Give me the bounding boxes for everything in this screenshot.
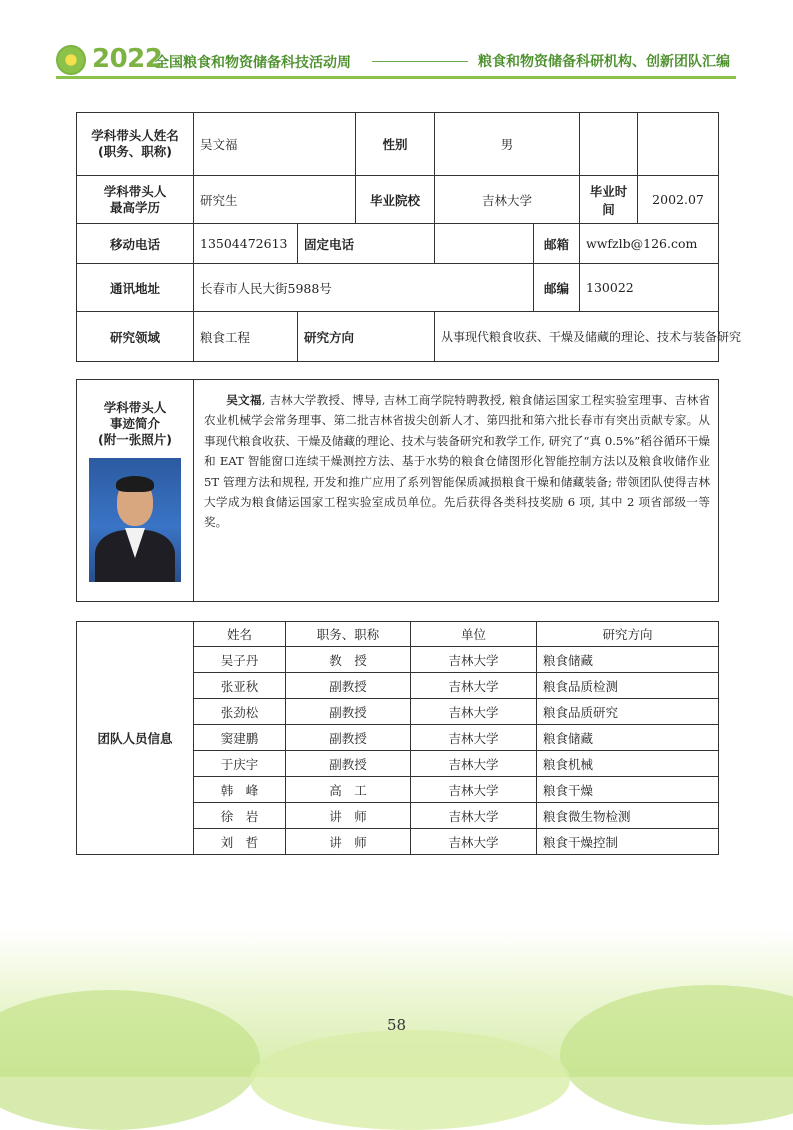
leader-info-table xyxy=(76,112,742,362)
address-label: 通讯地址 xyxy=(77,264,194,312)
table-header-row xyxy=(77,622,719,647)
postcode-value: 130022 xyxy=(580,264,719,312)
member-title: 讲 师 xyxy=(286,803,411,829)
grain-logo-icon xyxy=(56,45,86,75)
postcode-label: 邮编 xyxy=(534,264,580,312)
bio-text xyxy=(194,380,719,602)
page-header xyxy=(0,0,793,90)
team-label: 团队人员信息 xyxy=(77,622,194,855)
bio-label-cell xyxy=(77,380,194,602)
member-title: 讲 师 xyxy=(286,829,411,855)
member-name: 徐 岩 xyxy=(194,803,286,829)
name-value: 吴文福 xyxy=(194,113,356,176)
footer-decoration xyxy=(250,1030,570,1130)
grad-time-label: 毕业时间 xyxy=(580,176,638,224)
table-row xyxy=(77,176,719,224)
member-name: 刘 哲 xyxy=(194,829,286,855)
column-header: 单位 xyxy=(411,622,537,647)
name-label: 学科带头人姓名 (职务、职称) xyxy=(77,113,194,176)
bio-label: 学科带头人 事迹简介 (附一张照片) xyxy=(98,400,172,447)
email-value: wwfzlb@126.com xyxy=(580,224,719,264)
education-label: 学科带头人 最高学历 xyxy=(77,176,194,224)
table-row xyxy=(77,264,719,312)
member-unit: 吉林大学 xyxy=(411,829,537,855)
table-row xyxy=(77,380,719,602)
member-direction: 粮食干燥 xyxy=(537,777,719,803)
address-value: 长春市人民大街5988号 xyxy=(194,264,534,312)
member-name: 韩 峰 xyxy=(194,777,286,803)
header-subtitle: 粮食和物资储备科研机构、创新团队汇编 xyxy=(478,54,730,70)
member-unit: 吉林大学 xyxy=(411,803,537,829)
bio-body: , 吉林大学教授、博导, 吉林工商学院特聘教授, 粮食储运国家工程实验室理事、吉林省农业机械学会常务理事、第二批吉林省拔尖创新人才、第四批和第六批长春市有突出贡献专家。从事现代粮食收获、干燥及储藏的理论、技术与装备研究和教学工作, 研究了“真 0.5%”稻谷循环干燥和 EAT 智能窗口连续干燥测控方法、基于水势的粮食仓储图形化智能控制方法以及粮食收储作业 5T 管理方法和规程, 开发和推广应用了系列智能保质减损粮食干燥和储藏装备; 带领团队使得吉林大学成为粮食储运国家工程实验室成员单位。先后获得各类科技奖励 6 项, 其中 2 项省部级一等奖。 xyxy=(204,393,710,530)
column-header: 姓名 xyxy=(194,622,286,647)
school-label: 毕业院校 xyxy=(356,176,435,224)
phone-label: 固定电话 xyxy=(298,224,435,264)
member-unit: 吉林大学 xyxy=(411,777,537,803)
direction-label: 研究方向 xyxy=(298,312,435,362)
phone-value xyxy=(435,224,534,264)
school-value: 吉林大学 xyxy=(435,176,580,224)
member-direction: 粮食微生物检测 xyxy=(537,803,719,829)
page-number: 58 xyxy=(386,1016,407,1034)
email-label: 邮箱 xyxy=(534,224,580,264)
empty-cell xyxy=(580,113,638,176)
bio-name: 吴文福 xyxy=(226,393,262,407)
member-name: 张亚秋 xyxy=(194,673,286,699)
member-unit: 吉林大学 xyxy=(411,699,537,725)
mobile-label: 移动电话 xyxy=(77,224,194,264)
field-value: 粮食工程 xyxy=(194,312,298,362)
header-event-title: 全国粮食和物资储备科技活动周 xyxy=(155,55,351,71)
education-value: 研究生 xyxy=(194,176,356,224)
member-direction: 粮食干燥控制 xyxy=(537,829,719,855)
member-unit: 吉林大学 xyxy=(411,647,537,673)
member-direction: 粮食储藏 xyxy=(537,647,719,673)
table-row xyxy=(77,113,719,176)
header-green-bar xyxy=(56,76,736,79)
member-title: 高 工 xyxy=(286,777,411,803)
member-title: 副教授 xyxy=(286,699,411,725)
member-unit: 吉林大学 xyxy=(411,673,537,699)
field-label: 研究领域 xyxy=(77,312,194,362)
member-direction: 粮食机械 xyxy=(537,751,719,777)
member-name: 吴子丹 xyxy=(194,647,286,673)
table-row xyxy=(77,224,719,264)
grad-time-value: 2002.07 xyxy=(638,176,719,224)
member-name: 于庆宇 xyxy=(194,751,286,777)
member-unit: 吉林大学 xyxy=(411,725,537,751)
table-row xyxy=(77,312,719,362)
member-title: 副教授 xyxy=(286,751,411,777)
mobile-value: 13504472613 xyxy=(194,224,298,264)
member-name: 张劲松 xyxy=(194,699,286,725)
member-direction: 粮食品质研究 xyxy=(537,699,719,725)
gender-label: 性别 xyxy=(356,113,435,176)
member-direction: 粮食品质检测 xyxy=(537,673,719,699)
direction-value: 从事现代粮食收获、干燥及储藏的理论、技术与装备研究 xyxy=(435,312,719,362)
member-title: 教 授 xyxy=(286,647,411,673)
leader-photo xyxy=(89,458,181,582)
gender-value: 男 xyxy=(435,113,580,176)
column-header: 职务、职称 xyxy=(286,622,411,647)
member-unit: 吉林大学 xyxy=(411,751,537,777)
header-divider xyxy=(372,61,468,62)
header-year: 2022 xyxy=(92,44,163,74)
biography-table xyxy=(76,379,719,602)
member-title: 副教授 xyxy=(286,725,411,751)
column-header: 研究方向 xyxy=(537,622,719,647)
member-title: 副教授 xyxy=(286,673,411,699)
team-table xyxy=(76,621,719,855)
member-direction: 粮食储藏 xyxy=(537,725,719,751)
empty-cell xyxy=(638,113,719,176)
member-name: 窦建鹏 xyxy=(194,725,286,751)
